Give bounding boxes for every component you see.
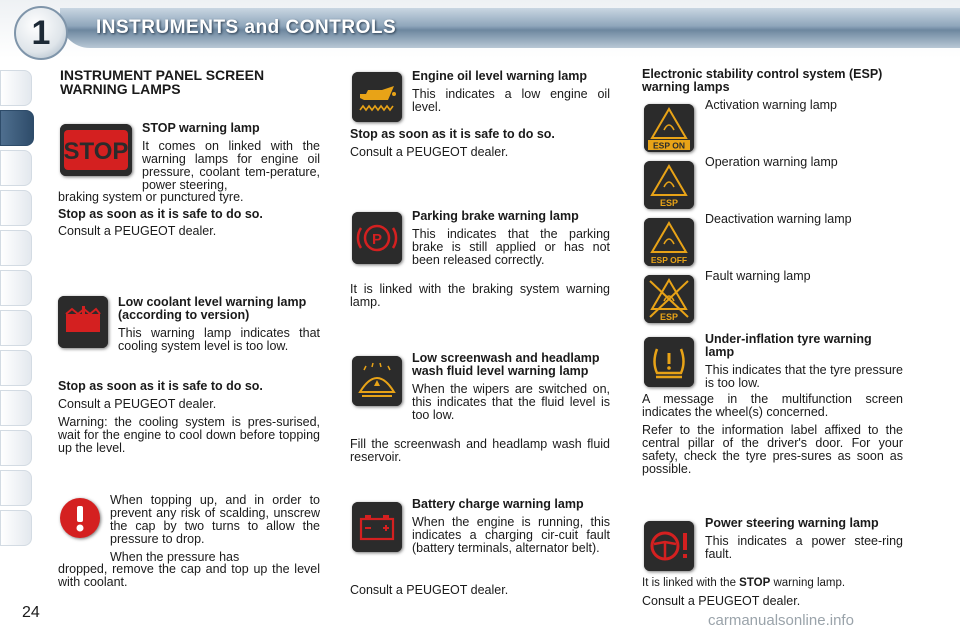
battery-title: Battery charge warning lamp <box>412 497 584 511</box>
engine-oil-icon <box>352 72 402 122</box>
chapter-tab[interactable] <box>0 470 32 506</box>
page-number: 24 <box>22 604 40 621</box>
parking-brake-icon <box>352 212 402 264</box>
oil-instruction: Stop as soon as it is safe to do so. <box>350 127 555 141</box>
chapter-tab[interactable] <box>0 150 32 186</box>
tyre-cont <box>642 393 903 476</box>
screenwash-instruction: Fill the screenwash and headlamp wash fluid reservoir. <box>350 437 610 464</box>
power-steering-body: This indicates a power stee-ring fault. <box>705 534 903 561</box>
esp-operation-icon-text: ESP <box>659 198 679 208</box>
chapter-tab[interactable] <box>0 350 32 386</box>
tyre-refer: Refer to the information label affixed to the central pillar of the driver's door. For your safety, check the tyre pres-sures as soon as possible. <box>642 423 903 476</box>
coolant-cont <box>58 380 320 455</box>
section-title: INSTRUMENT PANEL SCREEN WARNING LAMPS <box>60 67 265 97</box>
chapter-tab[interactable] <box>0 190 32 226</box>
tyre-pressure-icon <box>644 337 694 387</box>
esp-off-icon-text: ESP OFF <box>650 255 688 265</box>
chapter-tab-active[interactable] <box>0 110 34 146</box>
screenwash-section <box>412 352 610 422</box>
chapter-tab[interactable] <box>0 270 32 306</box>
chapter-tab[interactable] <box>0 70 32 106</box>
battery-consult: Consult a PEUGEOT dealer. <box>350 583 509 597</box>
chapter-number-badge: 1 <box>14 6 68 60</box>
coolant-body: This warning lamp indicates that cooling system level is too low. <box>118 326 320 353</box>
coolant-instruction: Stop as soon as it is safe to do so. <box>58 379 263 393</box>
caution-section <box>110 494 320 564</box>
linked-post: warning lamp. <box>773 577 846 589</box>
oil-section <box>412 70 610 114</box>
coolant-consult: Consult a PEUGEOT dealer. <box>58 397 217 411</box>
power-steering-icon <box>644 521 694 571</box>
stop-consult: Consult a PEUGEOT dealer. <box>58 224 217 238</box>
esp-item <box>705 270 915 283</box>
parking-body: This indicates that the parking brake is still applied or has not been released correctly. <box>412 227 610 267</box>
esp-fault-icon-text: ESP <box>659 312 679 322</box>
power-steering-linked <box>642 577 903 590</box>
screenwash-cont <box>350 438 610 464</box>
esp-operation-label: Operation warning lamp <box>705 155 838 169</box>
parking-section <box>412 210 610 267</box>
stop-warning-cont <box>58 191 320 238</box>
chapter-tab[interactable] <box>0 310 32 346</box>
oil-title: Engine oil level warning lamp <box>412 69 588 83</box>
tyre-body: This indicates that the tyre pressure is too low. <box>705 363 904 390</box>
coolant-warning: Warning: the cooling system is pres-surised, wait for the engine to cool down before topping up the level. <box>58 415 320 455</box>
battery-body: When the engine is running, this indicates a charging cir-cuit fault (battery terminals, alternator belt). <box>412 515 610 555</box>
power-steering-consult: Consult a PEUGEOT dealer. <box>642 594 801 608</box>
coolant-title: Low coolant level warning lamp (according to version) <box>118 295 307 322</box>
screenwash-icon <box>352 356 402 406</box>
chapter-tab[interactable] <box>0 510 32 546</box>
battery-charge-icon <box>352 502 402 552</box>
parking-linked: It is linked with the braking system warning lamp. <box>350 282 610 309</box>
esp-section <box>642 68 912 94</box>
coolant-level-icon <box>58 296 108 348</box>
page-header <box>0 0 960 58</box>
oil-body: This indicates a low engine oil level. <box>412 87 610 114</box>
esp-deactivation-label: Deactivation warning lamp <box>705 212 852 226</box>
screenwash-body: When the wipers are switched on, this indicates that the fluid level is too low. <box>412 382 610 422</box>
esp-item <box>705 156 915 169</box>
linked-bold: STOP <box>739 577 771 589</box>
esp-title: Electronic stability control system (ESP) warning lamps <box>642 67 883 94</box>
tyre-message: A message in the multifunction screen indicates the wheel(s) concerned. <box>642 392 903 419</box>
esp-item <box>705 213 915 226</box>
watermark: carmanualsonline.info <box>708 612 854 629</box>
battery-section <box>412 498 610 555</box>
caution-text-1: When topping up, and in order to prevent any risk of scalding, unscrew the cap by two turns to allow the pressure to drop. <box>110 493 320 546</box>
esp-operation-icon <box>644 161 694 209</box>
stop-warning-section <box>142 122 320 192</box>
stop-body: It comes on linked with the warning lamps for engine oil pressure, coolant tem-perature, power steering, <box>142 139 320 192</box>
chapter-tab[interactable] <box>0 390 32 426</box>
coolant-section <box>118 296 320 353</box>
battery-cont <box>350 584 610 597</box>
power-steering-section <box>705 517 903 561</box>
linked-pre: It is linked with the <box>642 577 736 589</box>
esp-fault-icon <box>644 275 694 323</box>
esp-off-icon <box>644 218 694 266</box>
oil-cont <box>350 128 610 159</box>
chapter-tab[interactable] <box>0 230 32 266</box>
chapter-title: INSTRUMENTS and CONTROLS <box>96 17 397 38</box>
esp-on-icon-text: ESP ON <box>653 140 685 151</box>
esp-item <box>705 99 915 112</box>
parking-title: Parking brake warning lamp <box>412 209 579 223</box>
parking-icon-text: P <box>371 231 383 248</box>
esp-activation-label: Activation warning lamp <box>705 98 838 112</box>
parking-cont <box>350 283 610 309</box>
tyre-section <box>705 333 903 390</box>
stop-icon-text: STOP <box>63 138 129 165</box>
oil-consult: Consult a PEUGEOT dealer. <box>350 145 509 159</box>
power-steering-title: Power steering warning lamp <box>705 516 879 530</box>
esp-fault-label: Fault warning lamp <box>705 269 811 283</box>
chapter-tabs <box>0 70 40 570</box>
stop-warning-icon <box>60 124 132 176</box>
esp-on-icon <box>644 104 694 152</box>
stop-body-cont: braking system or punctured tyre. <box>58 190 244 204</box>
caution-text-3: dropped, remove the cap and top up the level with coolant. <box>58 562 320 589</box>
tyre-title: Under-inflation tyre warning lamp <box>705 332 872 359</box>
caution-icon <box>60 498 100 538</box>
stop-instruction: Stop as soon as it is safe to do so. <box>58 207 263 221</box>
chapter-tab[interactable] <box>0 430 32 466</box>
caution-text-2: When the pressure has <box>110 550 240 564</box>
caution-cont <box>58 563 320 589</box>
power-steering-cont <box>642 577 903 608</box>
screenwash-title: Low screenwash and headlamp wash fluid level warning lamp <box>412 351 600 378</box>
stop-title: STOP warning lamp <box>142 121 260 135</box>
